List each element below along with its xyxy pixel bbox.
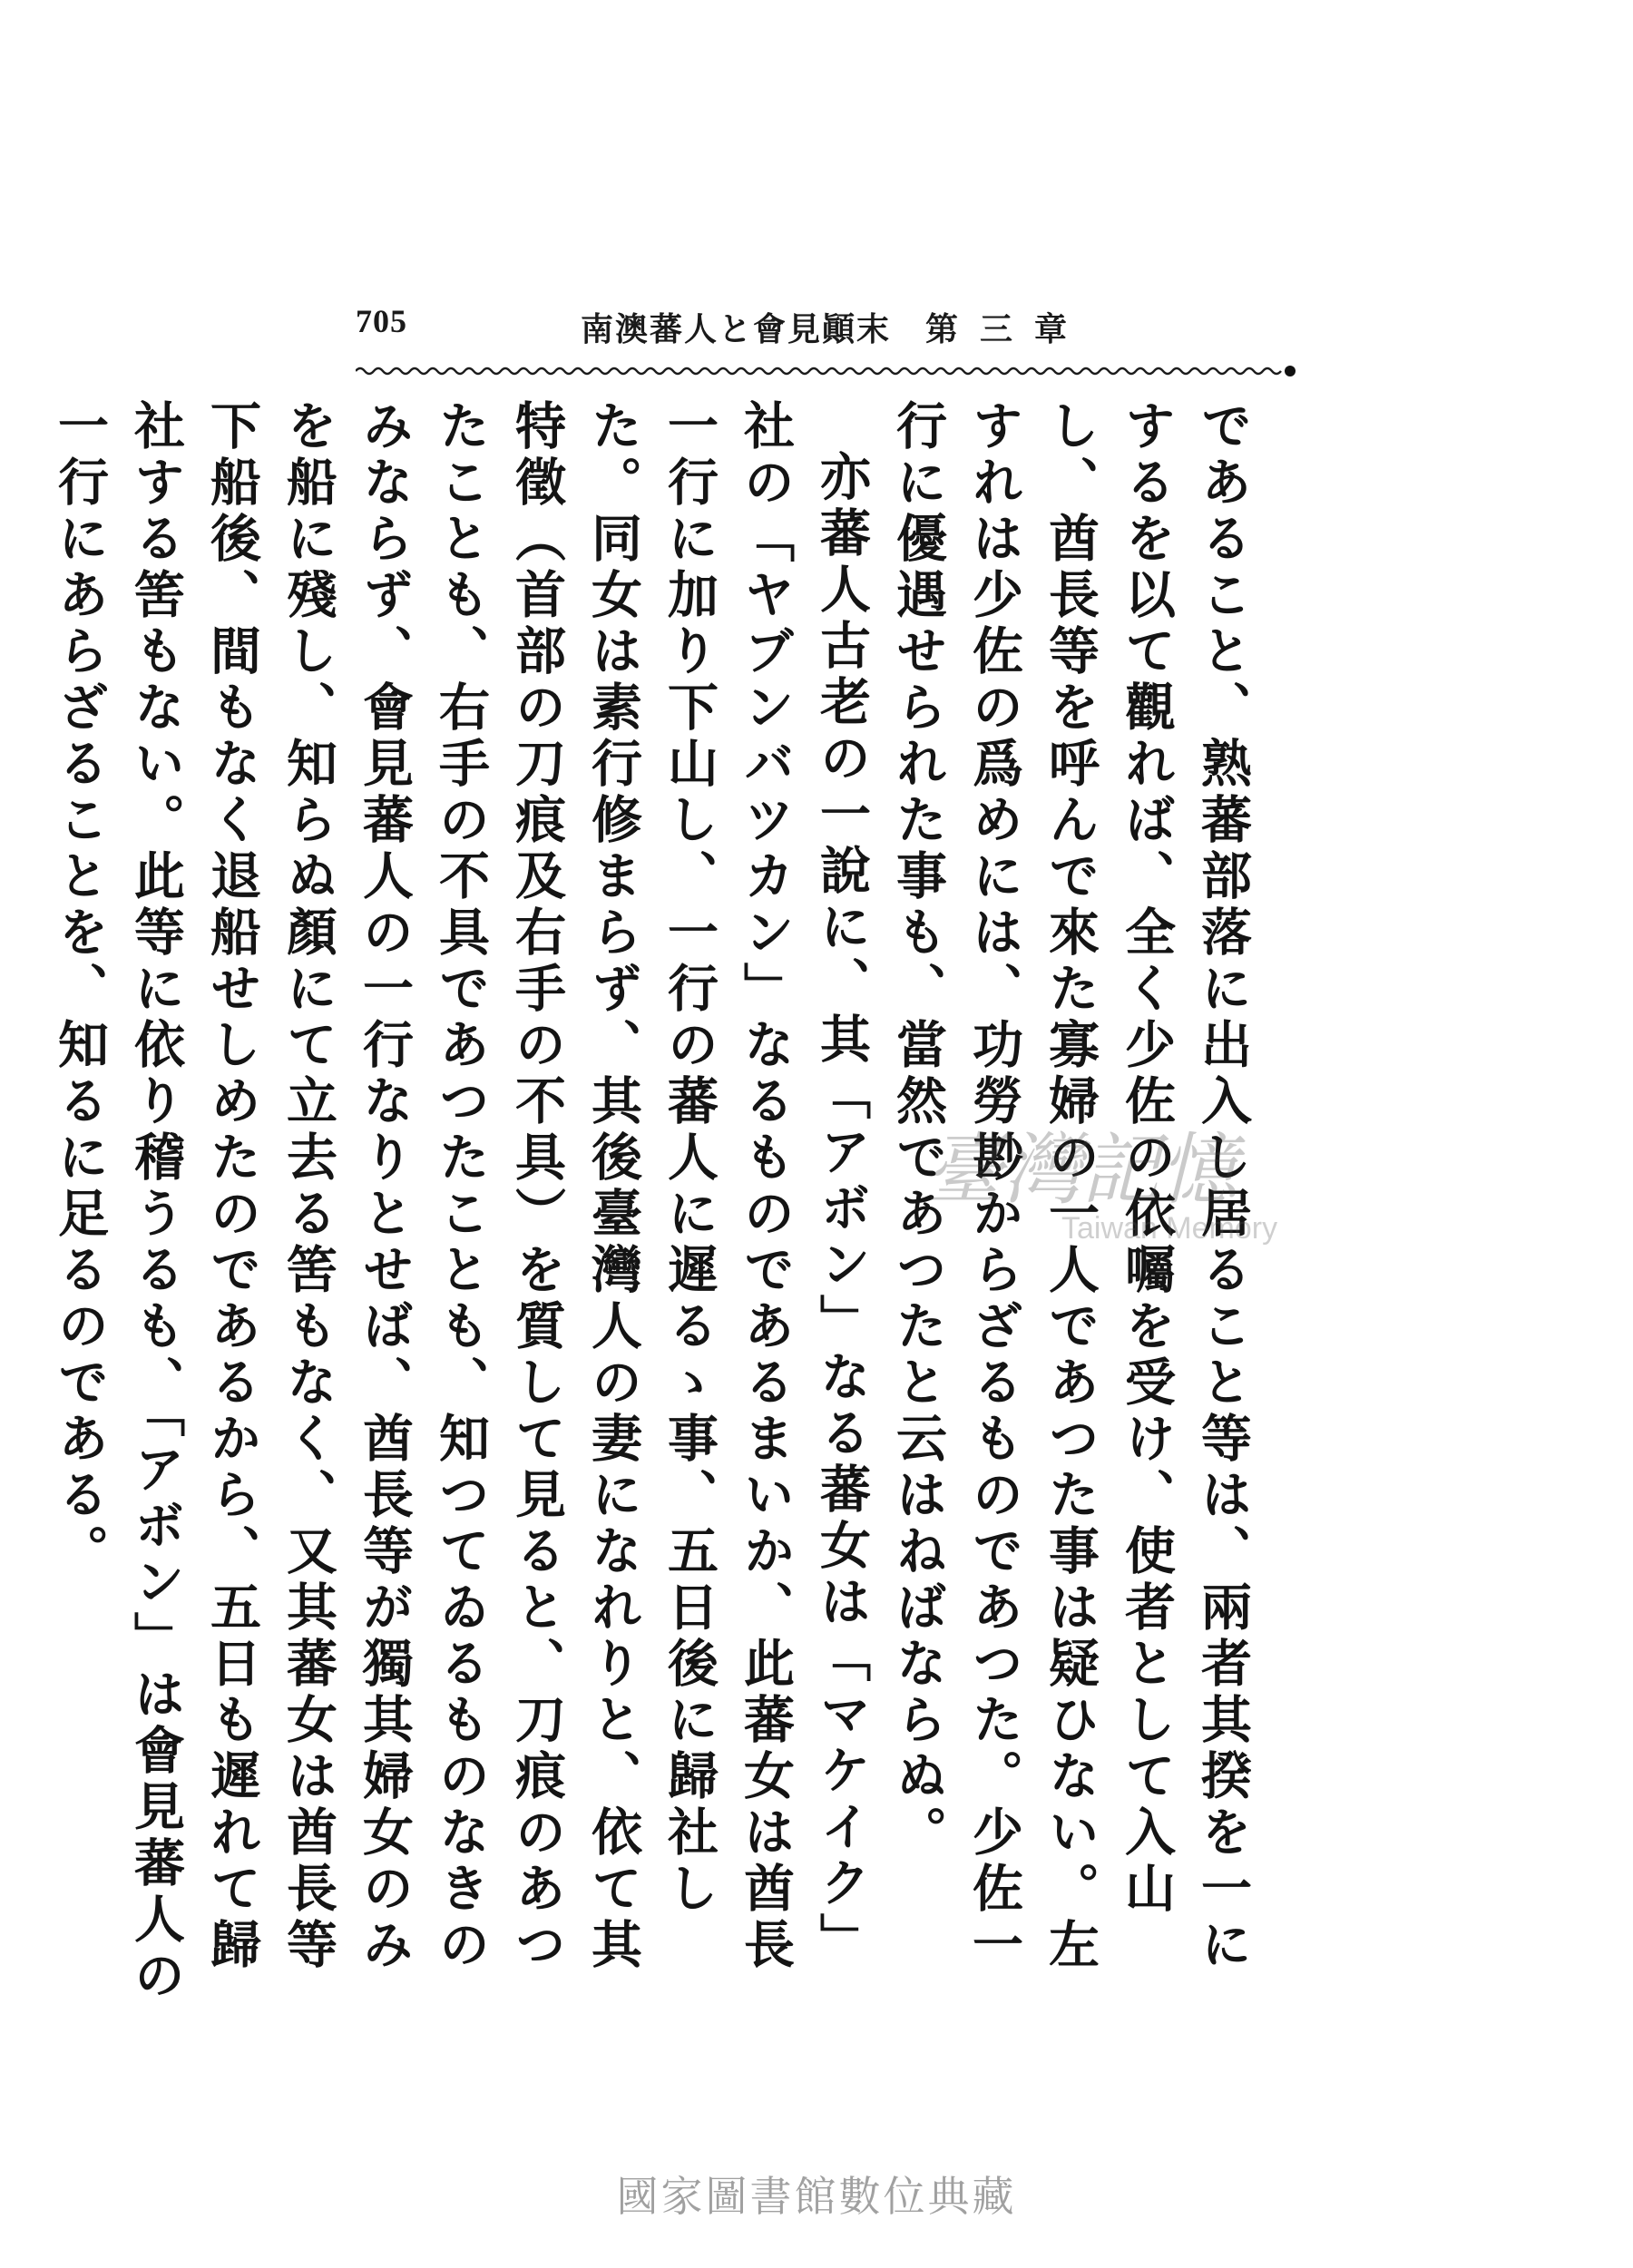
page-number: 705 — [356, 303, 407, 339]
running-head — [581, 304, 1125, 349]
watermark-english: Taiwan Memory — [1061, 1211, 1278, 1246]
main-text — [50, 399, 1261, 2023]
watermark-chinese: 臺灣記憶 — [925, 1125, 1237, 1216]
header-wavy-rule — [356, 363, 1299, 379]
running-title: 南澳蕃人と會見顚末 — [581, 310, 892, 348]
paragraph-2: 亦蕃人古老の一說に、其「アボン」なる蕃女は「マケイク」社の「ヤブンバツカン」なるものであるまいか、此蕃女は酋長一行に加り下山し、一行の蕃人に遲るゝ事、五日後に歸社した。同女は素行修まらず、其後臺灣人の妻になれりと、依て其特徵（首部の刀痕及右手の不具）を質して見ると、刀痕のあつたことも、右手の不具であつたことも、知つてゐるものなきのみならず、會見蕃人の一行なりとせば、酋長等が獨其婦女のみを船に殘し、知らぬ顏にて立去る筈もなく、又其蕃女は酋長等下船後、間もなく退船せしめたのであるから、五日も遲れて歸社する筈もない。此等に依り稽うるも、「アボン」は會見蕃人の一行にあらざることを、知るに足るのである。 — [50, 399, 872, 2005]
paragraph-1: であること、熟蕃部落に出入し居ること等は、兩者其揆を一にするを以て觀れば、全く少佐の依囑を受け、使者として入山し、酋長等を呼んで來た寡婦の一人であつた事は疑ひない。左すれは少佐の爲めには、功勞尠からざるものであつた。少佐一行に優遇せられた事も、當然であつたと云はねばならぬ。 — [888, 399, 1253, 1974]
chapter-heading: 第三章 — [925, 310, 1090, 348]
footer-library-credit: 國家圖書館數位典藏 — [616, 2172, 1017, 2221]
